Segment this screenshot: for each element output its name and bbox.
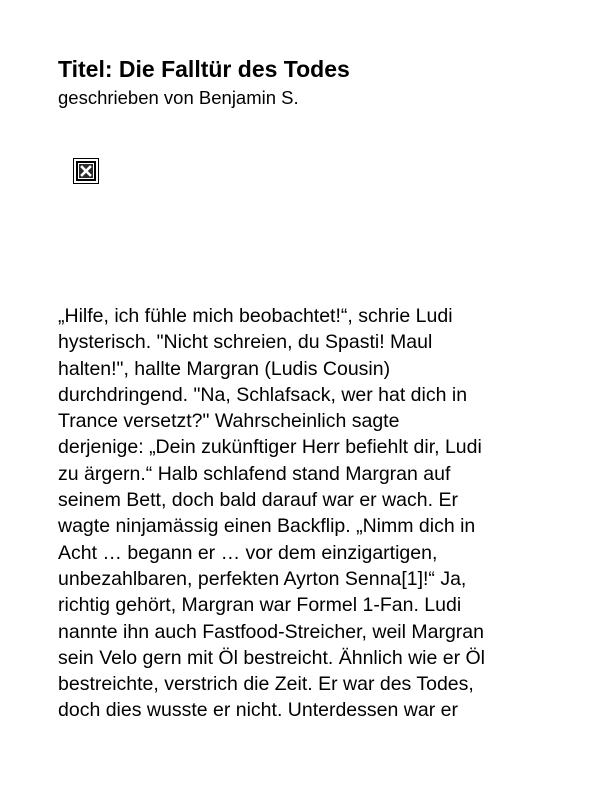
body-text-line: Acht … begann er … vor dem einzigartigen,	[58, 541, 438, 564]
body-text-line: „Hilfe, ich fühle mich beobachtet!“, schrie Ludi	[58, 305, 453, 327]
body-text-line: hysterisch. "Nicht schreien, du Spasti! Maul	[58, 331, 433, 354]
body-text-line: wagte ninjamässig einen Backflip. „Nimm dich in	[58, 515, 476, 538]
document-title: Titel: Die Falltür des Todes	[58, 56, 350, 82]
body-text-line: bestreichte, verstrich die Zeit. Er war des Todes,	[58, 673, 474, 696]
body-text-line: halten!", hallte Margran (Ludis Cousin)	[58, 357, 391, 380]
body-text-line: Trance versetzt?" Wahrscheinlich sagte	[58, 410, 400, 433]
body-text-line: seinem Bett, doch bald darauf war er wach. Er	[58, 489, 458, 512]
body-text-line: zu ärgern.“ Halb schlafend stand Margran auf	[58, 462, 451, 485]
body-text-line: derjenige: „Dein zukünftiger Herr befiehlt dir, Ludi	[58, 436, 482, 459]
author-line: geschrieben von Benjamin S.	[58, 87, 299, 108]
body-text-line: doch dies wusste er nicht. Unterdessen war er	[58, 699, 458, 722]
body-text-line: sein Velo gern mit Öl bestreicht. Ähnlich wie er Öl	[58, 646, 486, 669]
broken-image-icon	[73, 158, 99, 184]
body-text-line: richtig gehört, Margran war Formel 1-Fan. Ludi	[58, 594, 462, 617]
story-body	[58, 303, 578, 724]
close-x-icon	[76, 161, 96, 181]
body-text-line: unbezahlbaren, perfekten Ayrton Senna[1]!“ Ja,	[58, 567, 467, 590]
body-text-line: nannte ihn auch Fastfood-Streicher, weil Margran	[58, 620, 484, 643]
body-text-line: durchdringend. "Na, Schlafsack, wer hat dich in	[58, 383, 468, 406]
